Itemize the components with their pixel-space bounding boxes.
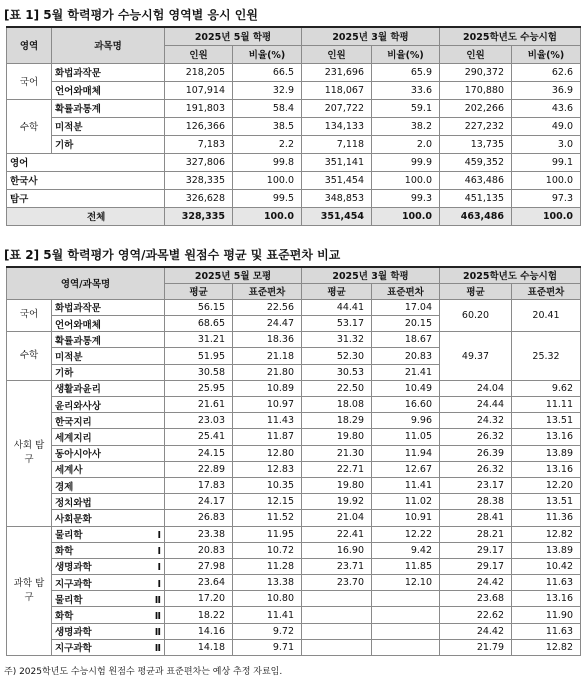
- total-value: 100.0: [512, 207, 581, 225]
- value-cell: 231,696: [302, 63, 372, 81]
- value-cell: 17.20: [165, 591, 233, 607]
- value-cell: 10.72: [233, 542, 302, 558]
- subject-cell: 생명과학Ⅰ: [52, 558, 165, 574]
- value-cell: 44.41: [302, 299, 372, 315]
- csat-sd-cell: 20.41: [512, 299, 581, 331]
- value-cell: 24.17: [165, 494, 233, 510]
- mean-header: 평균: [440, 283, 512, 299]
- value-cell: 18.22: [165, 607, 233, 623]
- value-cell: 7,183: [165, 135, 233, 153]
- value-cell: 22.62: [440, 607, 512, 623]
- value-cell: 11.36: [512, 510, 581, 526]
- value-cell: [372, 591, 440, 607]
- value-cell: 348,853: [302, 189, 372, 207]
- value-cell: 22.41: [302, 526, 372, 542]
- value-cell: 10.91: [372, 510, 440, 526]
- subject-cell: 확률과통계: [52, 99, 165, 117]
- value-cell: 9.72: [233, 623, 302, 639]
- value-cell: 23.64: [165, 575, 233, 591]
- value-cell: 24.04: [440, 380, 512, 396]
- value-cell: 24.42: [440, 575, 512, 591]
- value-cell: 19.80: [302, 429, 372, 445]
- table1-title: [표 1] 5월 학력평가 수능시험 영역별 응시 인원: [4, 8, 258, 22]
- value-cell: 33.6: [372, 81, 440, 99]
- value-cell: 21.61: [165, 397, 233, 413]
- value-cell: 12.80: [233, 445, 302, 461]
- value-cell: 22.50: [302, 380, 372, 396]
- value-cell: [302, 623, 372, 639]
- area-cell: 수학: [7, 99, 52, 153]
- value-cell: 10.49: [372, 380, 440, 396]
- area-subject-header: 영역/과목명: [7, 267, 165, 299]
- sd-header: 표준편차: [233, 283, 302, 299]
- value-cell: 24.42: [440, 623, 512, 639]
- value-cell: 53.17: [302, 316, 372, 332]
- table-row: [7, 461, 581, 477]
- score-stats-table: [6, 266, 581, 656]
- area-cell: 탐구: [7, 189, 165, 207]
- value-cell: 11.05: [372, 429, 440, 445]
- value-cell: 26.32: [440, 461, 512, 477]
- area-cell: 국어: [7, 299, 52, 331]
- value-cell: 20.83: [165, 542, 233, 558]
- table-row: [7, 153, 581, 171]
- subject-cell: 정치와법: [52, 494, 165, 510]
- area-cell: 수학: [7, 332, 52, 381]
- table-row: [7, 623, 581, 639]
- value-cell: 463,486: [440, 171, 512, 189]
- value-cell: [302, 639, 372, 655]
- value-cell: 19.92: [302, 494, 372, 510]
- value-cell: 207,722: [302, 99, 372, 117]
- value-cell: 459,352: [440, 153, 512, 171]
- table-row: [7, 135, 581, 153]
- value-cell: 49.0: [512, 117, 581, 135]
- value-cell: 25.95: [165, 380, 233, 396]
- value-cell: 32.9: [233, 81, 302, 99]
- value-cell: 10.80: [233, 591, 302, 607]
- value-cell: 191,803: [165, 99, 233, 117]
- value-cell: 218,205: [165, 63, 233, 81]
- value-cell: 31.32: [302, 332, 372, 348]
- value-cell: 7,118: [302, 135, 372, 153]
- value-cell: [372, 623, 440, 639]
- subject-cell: 생명과학Ⅱ: [52, 623, 165, 639]
- count-header: 인원: [165, 45, 233, 63]
- value-cell: 28.21: [440, 526, 512, 542]
- table-row: [7, 397, 581, 413]
- table-row: [7, 607, 581, 623]
- value-cell: 11.52: [233, 510, 302, 526]
- value-cell: 100.0: [233, 171, 302, 189]
- value-cell: 14.16: [165, 623, 233, 639]
- subject-cell: 한국지리: [52, 413, 165, 429]
- table-row: [7, 299, 581, 315]
- table-row: [7, 332, 581, 348]
- value-cell: 12.82: [512, 639, 581, 655]
- sd-header: 표준편차: [372, 283, 440, 299]
- value-cell: 30.58: [165, 364, 233, 380]
- value-cell: 202,266: [440, 99, 512, 117]
- value-cell: 11.87: [233, 429, 302, 445]
- total-label: 전체: [7, 207, 165, 225]
- subject-cell: 미적분: [52, 117, 165, 135]
- table-row: [7, 81, 581, 99]
- table-row: [7, 591, 581, 607]
- value-cell: 351,454: [302, 171, 372, 189]
- value-cell: 12.67: [372, 461, 440, 477]
- value-cell: 23.68: [440, 591, 512, 607]
- may-header: 2025년 5월 학평: [165, 27, 302, 45]
- subject-cell: 지구과학Ⅰ: [52, 575, 165, 591]
- value-cell: 26.39: [440, 445, 512, 461]
- value-cell: 11.63: [512, 623, 581, 639]
- value-cell: 24.47: [233, 316, 302, 332]
- value-cell: 22.89: [165, 461, 233, 477]
- value-cell: 58.4: [233, 99, 302, 117]
- value-cell: 13.51: [512, 413, 581, 429]
- area-cell: 한국사: [7, 171, 165, 189]
- subject-header: 과목명: [52, 27, 165, 63]
- csat-mean-cell: 49.37: [440, 332, 512, 381]
- value-cell: 26.83: [165, 510, 233, 526]
- value-cell: 52.30: [302, 348, 372, 364]
- subject-cell: 경제: [52, 477, 165, 493]
- value-cell: 12.82: [512, 526, 581, 542]
- table-row: [7, 510, 581, 526]
- value-cell: 17.04: [372, 299, 440, 315]
- csat-sd-cell: 25.32: [512, 332, 581, 381]
- value-cell: 10.35: [233, 477, 302, 493]
- subject-cell: 지구과학Ⅱ: [52, 639, 165, 655]
- total-value: 463,486: [440, 207, 512, 225]
- value-cell: 13.16: [512, 591, 581, 607]
- value-cell: 134,133: [302, 117, 372, 135]
- value-cell: 11.94: [372, 445, 440, 461]
- value-cell: 27.98: [165, 558, 233, 574]
- csat-header: 2025학년도 수능시험: [440, 267, 581, 283]
- value-cell: 19.80: [302, 477, 372, 493]
- value-cell: 12.20: [512, 477, 581, 493]
- table-row: [7, 639, 581, 655]
- value-cell: 38.2: [372, 117, 440, 135]
- value-cell: 2.0: [372, 135, 440, 153]
- subject-cell: 물리학Ⅰ: [52, 526, 165, 542]
- value-cell: 170,880: [440, 81, 512, 99]
- value-cell: 56.15: [165, 299, 233, 315]
- value-cell: 11.02: [372, 494, 440, 510]
- value-cell: 11.41: [372, 477, 440, 493]
- subject-cell: 동아시아사: [52, 445, 165, 461]
- value-cell: 23.70: [302, 575, 372, 591]
- value-cell: 9.62: [512, 380, 581, 396]
- value-cell: 21.04: [302, 510, 372, 526]
- value-cell: 14.18: [165, 639, 233, 655]
- subject-cell: 기하: [52, 135, 165, 153]
- value-cell: 327,806: [165, 153, 233, 171]
- subject-cell: 물리학Ⅱ: [52, 591, 165, 607]
- table-row: [7, 575, 581, 591]
- value-cell: 22.56: [233, 299, 302, 315]
- table2-title: [표 2] 5월 학력평가 영역/과목별 원점수 평균 및 표준편차 비교: [4, 248, 341, 262]
- value-cell: 29.17: [440, 558, 512, 574]
- value-cell: 20.83: [372, 348, 440, 364]
- table-row: [7, 63, 581, 81]
- value-cell: 30.53: [302, 364, 372, 380]
- value-cell: 9.96: [372, 413, 440, 429]
- value-cell: 66.5: [233, 63, 302, 81]
- subject-cell: 미적분: [52, 348, 165, 364]
- value-cell: 59.1: [372, 99, 440, 117]
- value-cell: 126,366: [165, 117, 233, 135]
- value-cell: 18.08: [302, 397, 372, 413]
- value-cell: 3.0: [512, 135, 581, 153]
- value-cell: 99.8: [233, 153, 302, 171]
- value-cell: [302, 607, 372, 623]
- value-cell: 21.80: [233, 364, 302, 380]
- subject-cell: 확률과통계: [52, 332, 165, 348]
- value-cell: 11.11: [512, 397, 581, 413]
- value-cell: 28.41: [440, 510, 512, 526]
- value-cell: 11.41: [233, 607, 302, 623]
- value-cell: 13.38: [233, 575, 302, 591]
- value-cell: 12.15: [233, 494, 302, 510]
- value-cell: 328,335: [165, 171, 233, 189]
- value-cell: 24.15: [165, 445, 233, 461]
- value-cell: 11.95: [233, 526, 302, 542]
- value-cell: 326,628: [165, 189, 233, 207]
- value-cell: 21.30: [302, 445, 372, 461]
- subject-cell: 윤리와사상: [52, 397, 165, 413]
- value-cell: 12.10: [372, 575, 440, 591]
- value-cell: 23.17: [440, 477, 512, 493]
- mar-header: 2025년 3월 학평: [302, 27, 440, 45]
- area-cell: 국어: [7, 63, 52, 99]
- value-cell: 13.89: [512, 542, 581, 558]
- value-cell: 22.71: [302, 461, 372, 477]
- value-cell: 351,141: [302, 153, 372, 171]
- subject-cell: 언어와매체: [52, 81, 165, 99]
- total-value: 328,335: [165, 207, 233, 225]
- value-cell: 13.16: [512, 461, 581, 477]
- value-cell: 11.43: [233, 413, 302, 429]
- value-cell: 11.85: [372, 558, 440, 574]
- value-cell: 9.42: [372, 542, 440, 558]
- count-header: 인원: [440, 45, 512, 63]
- table-row: [7, 526, 581, 542]
- value-cell: 23.03: [165, 413, 233, 429]
- value-cell: 31.21: [165, 332, 233, 348]
- subject-cell: 기하: [52, 364, 165, 380]
- subject-cell: 생활과윤리: [52, 380, 165, 396]
- value-cell: 62.6: [512, 63, 581, 81]
- table-row: [7, 494, 581, 510]
- value-cell: 11.28: [233, 558, 302, 574]
- footnote: 주) 2025학년도 수능시험 원점수 평균과 표준편차는 예상 추정 자료임.: [4, 667, 283, 677]
- area-header: 영역: [7, 27, 52, 63]
- value-cell: 290,372: [440, 63, 512, 81]
- value-cell: 43.6: [512, 99, 581, 117]
- subject-cell: 화법과작문: [52, 63, 165, 81]
- value-cell: [372, 639, 440, 655]
- value-cell: 227,232: [440, 117, 512, 135]
- area-cell: 사회 탐구: [7, 380, 52, 526]
- value-cell: 13,735: [440, 135, 512, 153]
- value-cell: 11.63: [512, 575, 581, 591]
- value-cell: 18.36: [233, 332, 302, 348]
- value-cell: 11.90: [512, 607, 581, 623]
- total-value: 100.0: [233, 207, 302, 225]
- csat-mean-cell: 60.20: [440, 299, 512, 331]
- table-row: [7, 171, 581, 189]
- subject-cell: 세계사: [52, 461, 165, 477]
- total-value: 351,454: [302, 207, 372, 225]
- value-cell: 99.5: [233, 189, 302, 207]
- table-row: [7, 413, 581, 429]
- table-row: [7, 99, 581, 117]
- value-cell: 100.0: [512, 171, 581, 189]
- applicants-table: [6, 26, 581, 226]
- ratio-header: 비율(%): [372, 45, 440, 63]
- value-cell: 13.51: [512, 494, 581, 510]
- table-row: [7, 445, 581, 461]
- value-cell: 38.5: [233, 117, 302, 135]
- value-cell: 13.89: [512, 445, 581, 461]
- subject-cell: 화법과작문: [52, 299, 165, 315]
- value-cell: 24.44: [440, 397, 512, 413]
- value-cell: 97.3: [512, 189, 581, 207]
- mean-header: 평균: [165, 283, 233, 299]
- subject-cell: 사회문화: [52, 510, 165, 526]
- value-cell: 21.79: [440, 639, 512, 655]
- area-cell: 영어: [7, 153, 165, 171]
- may-header: 2025년 5월 모평: [165, 267, 302, 283]
- value-cell: 17.83: [165, 477, 233, 493]
- value-cell: 16.60: [372, 397, 440, 413]
- value-cell: [372, 607, 440, 623]
- csat-header: 2025학년도 수능시험: [440, 27, 581, 45]
- subject-cell: 언어와매체: [52, 316, 165, 332]
- mean-header: 평균: [302, 283, 372, 299]
- mar-header: 2025년 3월 학평: [302, 267, 440, 283]
- value-cell: 12.83: [233, 461, 302, 477]
- value-cell: 20.15: [372, 316, 440, 332]
- value-cell: 10.89: [233, 380, 302, 396]
- sd-header: 표준편차: [512, 283, 581, 299]
- value-cell: 51.95: [165, 348, 233, 364]
- table-row: [7, 429, 581, 445]
- area-cell: 과학 탐구: [7, 526, 52, 656]
- subject-cell: 화학Ⅱ: [52, 607, 165, 623]
- value-cell: 16.90: [302, 542, 372, 558]
- value-cell: 118,067: [302, 81, 372, 99]
- value-cell: 100.0: [372, 171, 440, 189]
- value-cell: 99.1: [512, 153, 581, 171]
- value-cell: 107,914: [165, 81, 233, 99]
- value-cell: 99.9: [372, 153, 440, 171]
- ratio-header: 비율(%): [512, 45, 581, 63]
- value-cell: 21.18: [233, 348, 302, 364]
- count-header: 인원: [302, 45, 372, 63]
- value-cell: 36.9: [512, 81, 581, 99]
- value-cell: 13.16: [512, 429, 581, 445]
- table-row: [7, 542, 581, 558]
- value-cell: 65.9: [372, 63, 440, 81]
- value-cell: 23.71: [302, 558, 372, 574]
- value-cell: 10.42: [512, 558, 581, 574]
- value-cell: 24.32: [440, 413, 512, 429]
- value-cell: 18.29: [302, 413, 372, 429]
- subject-cell: 세계지리: [52, 429, 165, 445]
- value-cell: 26.32: [440, 429, 512, 445]
- value-cell: 29.17: [440, 542, 512, 558]
- value-cell: 25.41: [165, 429, 233, 445]
- value-cell: 12.22: [372, 526, 440, 542]
- value-cell: 21.41: [372, 364, 440, 380]
- total-row: [7, 207, 581, 225]
- value-cell: 18.67: [372, 332, 440, 348]
- ratio-header: 비율(%): [233, 45, 302, 63]
- value-cell: 68.65: [165, 316, 233, 332]
- table-row: [7, 380, 581, 396]
- value-cell: 451,135: [440, 189, 512, 207]
- table-row: [7, 117, 581, 135]
- total-value: 100.0: [372, 207, 440, 225]
- table-row: [7, 477, 581, 493]
- value-cell: [302, 591, 372, 607]
- table-row: [7, 558, 581, 574]
- subject-cell: 화학Ⅰ: [52, 542, 165, 558]
- value-cell: 2.2: [233, 135, 302, 153]
- value-cell: 23.38: [165, 526, 233, 542]
- value-cell: 99.3: [372, 189, 440, 207]
- table-row: [7, 189, 581, 207]
- value-cell: 9.71: [233, 639, 302, 655]
- value-cell: 28.38: [440, 494, 512, 510]
- value-cell: 10.97: [233, 397, 302, 413]
